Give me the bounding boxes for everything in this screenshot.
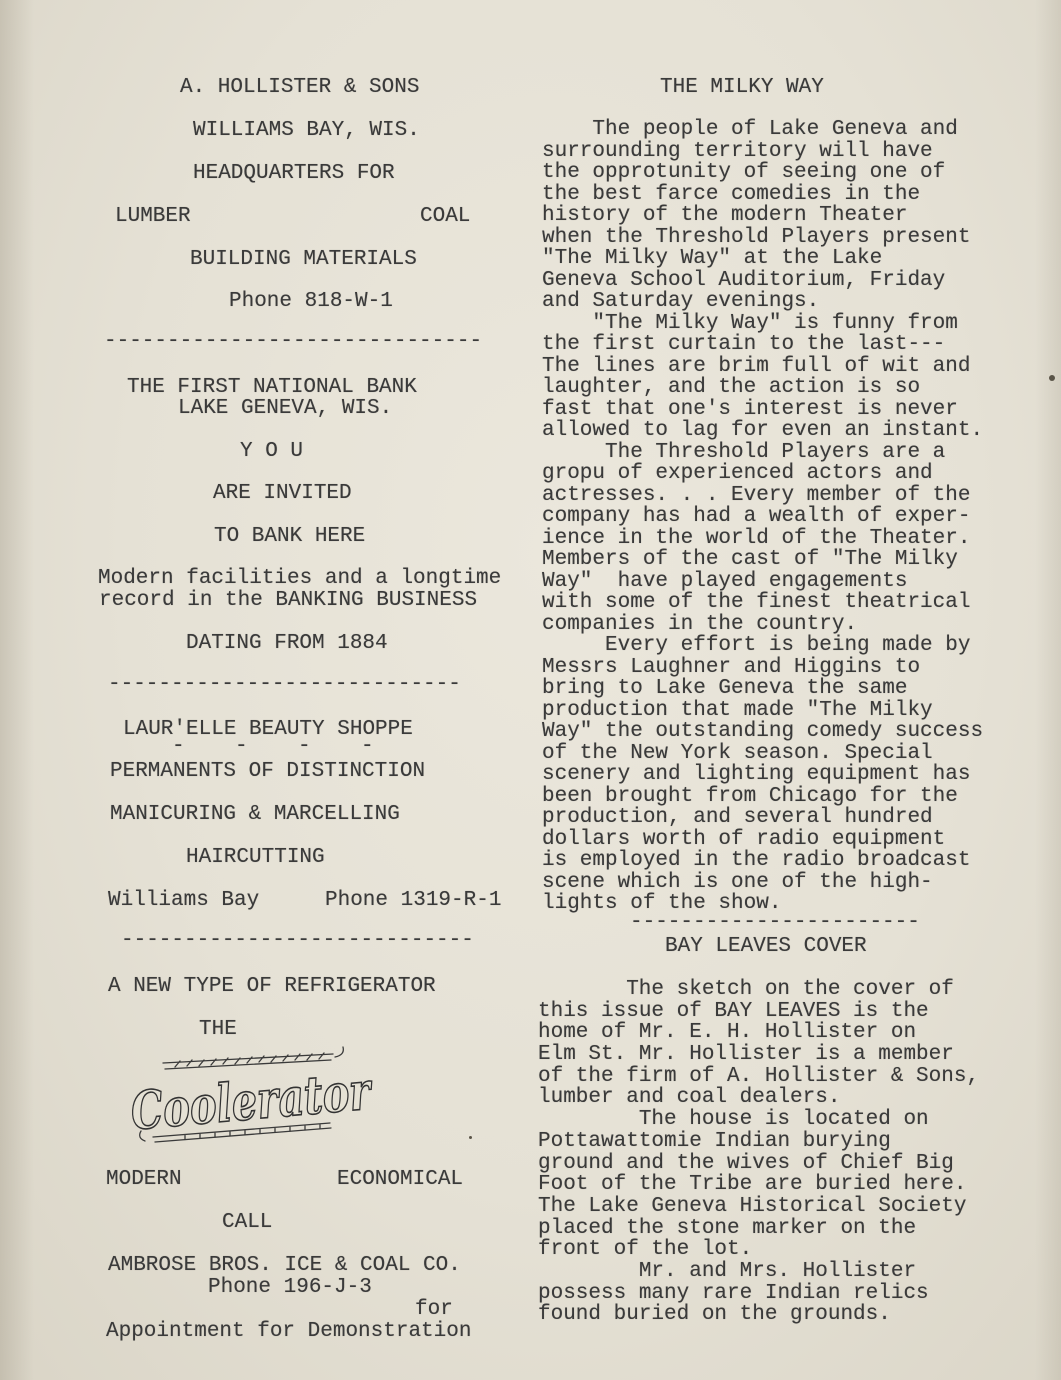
article-line: bring to Lake Geneva the same <box>542 677 908 700</box>
article-line: The lines are brim full of wit and <box>542 354 971 378</box>
article-line: possess many rare Indian relics <box>538 1281 929 1305</box>
article-line: Geneva School Auditorium, Friday <box>542 268 946 292</box>
article-line: Messrs Laughner and Higgins to <box>542 655 921 679</box>
coolerator-logo-text: Coolerator <box>128 1054 444 1143</box>
refrigerator-feature: MODERN <box>106 1168 182 1191</box>
divider: ------------------------------ <box>104 330 483 353</box>
article-line: production, and several hundred <box>542 806 933 829</box>
article-line: scene which is one of the high- <box>542 870 933 894</box>
hollister-materials: BUILDING MATERIALS <box>190 248 417 271</box>
article-line: lights of the show. <box>542 892 782 915</box>
bank-you: Y O U <box>240 440 304 463</box>
article-line: this issue of BAY LEAVES is the <box>538 999 929 1023</box>
ink-speck <box>1049 375 1055 381</box>
refrigerator-call: CALL <box>222 1211 273 1234</box>
article-line: lumber and coal dealers. <box>538 1086 841 1110</box>
article-line: scenery and lighting equipment has <box>542 763 971 786</box>
bank-body-line: record in the BANKING BUSINESS <box>99 589 478 612</box>
article-line: placed the stone marker on the <box>538 1216 917 1240</box>
article-line: Way" the outstanding comedy success <box>542 720 984 743</box>
article-title: THE MILKY WAY <box>660 76 824 99</box>
article-line: when the Threshold Players present <box>542 225 971 249</box>
article-line: the first curtain to the last--- <box>542 333 946 356</box>
article-line: Mr. and Mrs. Hollister <box>638 1259 917 1283</box>
refrigerator-headline: A NEW TYPE OF REFRIGERATOR <box>108 975 436 998</box>
article-line: history of the modern Theater <box>542 204 908 227</box>
refrigerator-company: AMBROSE BROS. ICE & COAL CO. <box>108 1254 461 1277</box>
hollister-location: WILLIAMS BAY, WIS. <box>193 119 420 142</box>
article-line: Elm St. Mr. Hollister is a member <box>538 1043 954 1067</box>
article-line: front of the lot. <box>538 1238 753 1262</box>
article-line: The house is located on <box>638 1108 929 1132</box>
article-line: actresses. . . Every member of the <box>542 483 971 507</box>
hollister-item-coal: COAL <box>420 205 471 228</box>
refrigerator-phone: Phone 196-J-3 <box>208 1276 372 1299</box>
article-line: Way" have played engagements <box>542 569 908 593</box>
article-line: Every effort is being made by <box>605 634 971 657</box>
article-line: laughter, and the action is so <box>542 376 921 399</box>
article-line: The sketch on the cover of <box>626 978 954 1001</box>
bank-location: LAKE GENEVA, WIS. <box>178 397 393 420</box>
beauty-shop-service: PERMANENTS OF DISTINCTION <box>110 760 426 783</box>
article-line: found buried on the grounds. <box>538 1303 891 1327</box>
article-line: The Lake Geneva Historical Society <box>538 1194 967 1218</box>
article-line: been brought from Chicago for the <box>542 784 958 808</box>
divider: ---------------------------- <box>108 673 461 696</box>
article-line: gropu of experienced actors and <box>542 462 933 485</box>
article-line: Members of the cast of "The Milky <box>542 548 958 571</box>
coolerator-logo <box>125 1045 444 1150</box>
bank-body-line: Modern facilities and a longtime <box>98 567 502 590</box>
article-line: Foot of the Tribe are buried here. <box>538 1173 967 1197</box>
article-line: company has had a wealth of exper- <box>542 505 971 528</box>
article-line: fast that one's interest is never <box>542 397 958 421</box>
divider: ---------------------------- <box>121 929 474 952</box>
article-title: BAY LEAVES COVER <box>665 935 867 958</box>
article-line: is employed in the radio broadcast <box>542 849 971 872</box>
refrigerator-for: for <box>415 1298 453 1321</box>
refrigerator-the: THE <box>199 1018 237 1041</box>
refrigerator-feature: ECONOMICAL <box>337 1168 464 1191</box>
bank-name: THE FIRST NATIONAL BANK <box>127 376 417 399</box>
article-line: ground and the wives of Chief Big <box>538 1151 954 1175</box>
beauty-shop-service: HAIRCUTTING <box>186 846 325 869</box>
article-body <box>542 119 983 915</box>
article-line: production that made "The Milky <box>542 698 933 722</box>
bank-dating: DATING FROM 1884 <box>186 632 388 655</box>
hollister-item-lumber: LUMBER <box>115 205 191 228</box>
article-line: companies in the country. <box>542 612 858 636</box>
article-line: with some of the finest theatrical <box>542 591 971 614</box>
hollister-phone: Phone 818-W-1 <box>229 290 393 313</box>
bank-invited: ARE INVITED <box>213 482 352 505</box>
beauty-shop-location: Williams Bay <box>108 889 260 912</box>
article-line: Pottawattomie Indian burying <box>538 1129 891 1153</box>
article-body <box>538 979 979 1326</box>
ink-speck <box>469 1136 472 1139</box>
article-line: the opprotunity of seeing one of <box>542 161 946 184</box>
beauty-shop-phone: Phone 1319-R-1 <box>325 889 502 912</box>
article-line: the best farce comedies in the <box>542 182 921 206</box>
hollister-name: A. HOLLISTER & SONS <box>180 76 420 99</box>
article-line: ience in the world of the Theater. <box>542 526 971 550</box>
article-line: The Threshold Players are a <box>605 440 946 464</box>
article-line: "The Milky Way" at the Lake <box>542 247 883 270</box>
beauty-shop-service: MANICURING & MARCELLING <box>110 803 400 826</box>
article-line: dollars worth of radio equipment <box>542 827 946 851</box>
article-line: allowed to lag for even an instant. <box>542 419 984 442</box>
article-line: home of Mr. E. H. Hollister on <box>538 1021 917 1045</box>
article-line: surrounding territory will have <box>542 139 933 163</box>
hollister-headline: HEADQUARTERS FOR <box>193 162 395 185</box>
article-line: and Saturday evenings. <box>542 290 820 313</box>
divider: ----------------------- <box>630 911 920 934</box>
article-line: of the firm of A. Hollister & Sons, <box>538 1064 980 1088</box>
beauty-shop-dashes: - - - - <box>172 735 374 758</box>
beauty-shop-name: LAUR'ELLE BEAUTY SHOPPE <box>123 718 413 741</box>
bank-here: TO BANK HERE <box>214 525 366 548</box>
refrigerator-appointment: Appointment for Demonstration <box>106 1320 472 1343</box>
article-line: of the New York season. Special <box>542 741 933 765</box>
article-line: The people of Lake Geneva and <box>592 118 958 141</box>
article-line: "The Milky Way" is funny from <box>592 311 958 335</box>
